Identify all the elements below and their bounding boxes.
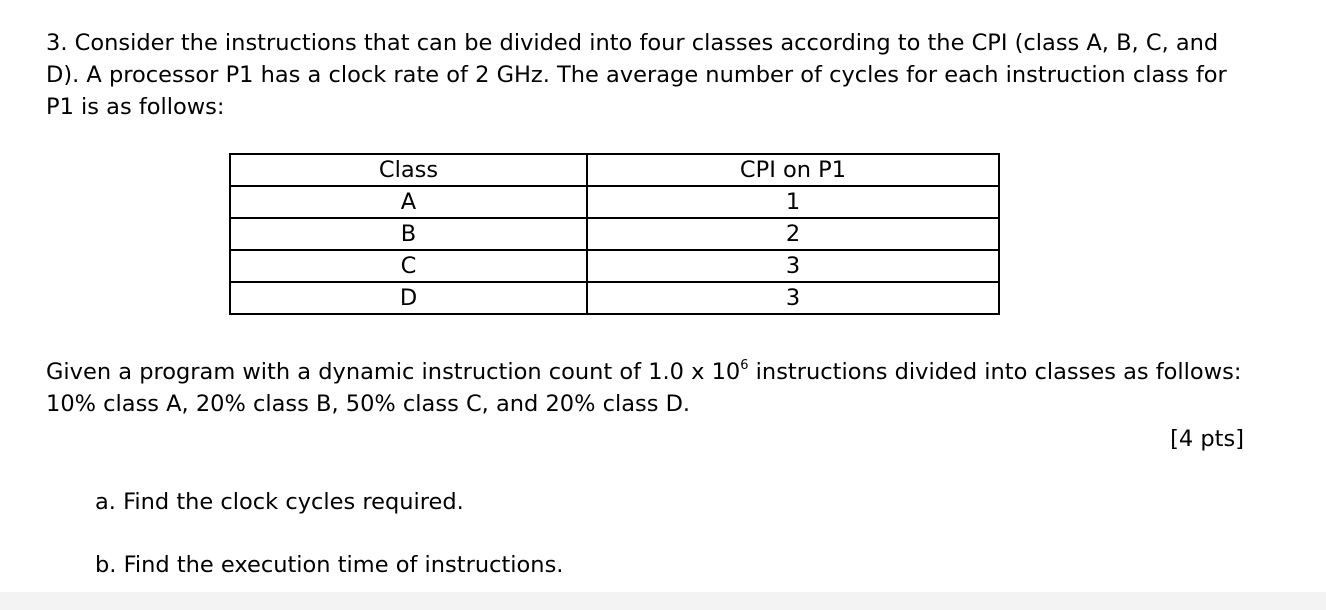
- cell-cpi: 3: [587, 250, 999, 282]
- cell-class: B: [230, 218, 587, 250]
- bottom-strip: [0, 592, 1326, 610]
- table-row: [230, 186, 999, 218]
- cell-cpi: 1: [587, 186, 999, 218]
- given-prefix: Given a program with a dynamic instruction count of 1.0 x 10: [46, 359, 741, 385]
- sub-question-a: a. Find the clock cycles required.: [95, 489, 464, 515]
- cell-class: D: [230, 282, 587, 314]
- header-class: Class: [230, 154, 587, 186]
- table-row: [230, 250, 999, 282]
- table-row: [230, 218, 999, 250]
- cell-class: C: [230, 250, 587, 282]
- given-suffix: instructions divided into classes as follows: 10% class A, 20% class B, 50% class C, and 20% class D.: [46, 359, 1242, 417]
- question-intro: 3. Consider the instructions that can be divided into four classes according to the CPI (class A, B, C, and D). A processor P1 has a clock rate of 2 GHz. The average number of cycles for each instruction class for P1 is as follows:: [46, 30, 1227, 120]
- table-row: [230, 282, 999, 314]
- header-cpi: CPI on P1: [587, 154, 999, 186]
- points-label: [4 pts]: [1170, 426, 1244, 452]
- cell-cpi: 2: [587, 218, 999, 250]
- cpi-table: [229, 153, 1000, 315]
- sub-question-b: b. Find the execution time of instructions.: [95, 552, 564, 578]
- cell-cpi: 3: [587, 282, 999, 314]
- given-exponent: 6: [740, 358, 749, 373]
- cell-class: A: [230, 186, 587, 218]
- given-statement: [46, 356, 1256, 420]
- table-header-row: [230, 154, 999, 186]
